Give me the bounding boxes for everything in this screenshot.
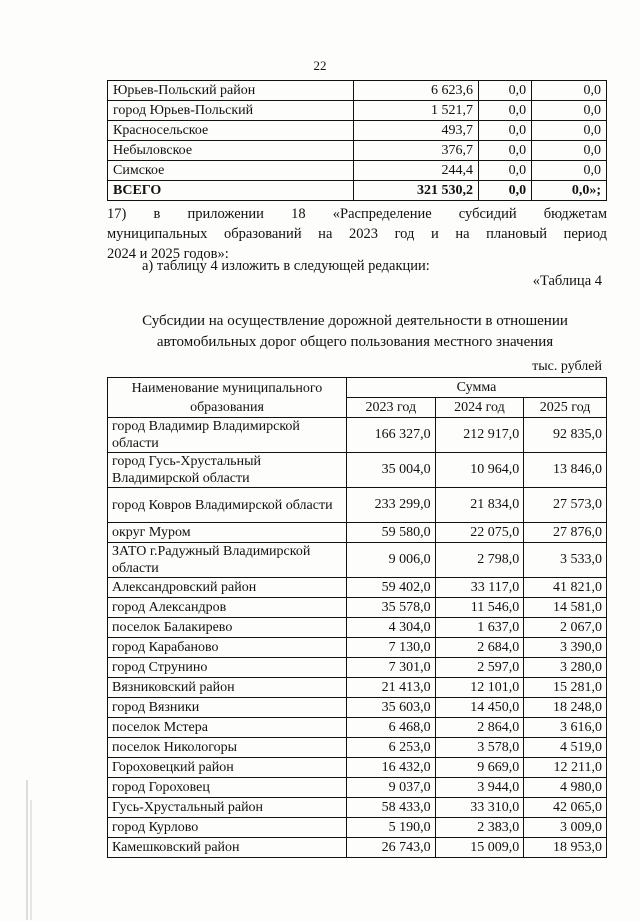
municipality-name: Гусь-Хрустальный район	[108, 798, 347, 818]
amount-2025: 18 248,0	[524, 698, 607, 718]
amount-2025: 15 281,0	[524, 678, 607, 698]
amount-2023: 166 327,0	[347, 418, 436, 453]
amount-2025: 3 390,0	[524, 638, 607, 658]
amount-cell: 6 623,6	[354, 81, 479, 101]
amount-2025: 4 519,0	[524, 738, 607, 758]
amount-2024: 33 117,0	[435, 578, 524, 598]
table-row	[108, 488, 607, 523]
amount-2024: 15 009,0	[435, 838, 524, 858]
amount-2023: 233 299,0	[347, 488, 436, 523]
municipality-name: город Гороховец	[108, 778, 347, 798]
table-row	[108, 738, 607, 758]
header-sum: Сумма	[347, 378, 607, 398]
table-row	[108, 698, 607, 718]
amount-2023: 35 603,0	[347, 698, 436, 718]
table-label: «Таблица 4	[532, 273, 602, 289]
amount-2023: 9 037,0	[347, 778, 436, 798]
municipality-name: город Карабаново	[108, 638, 347, 658]
municipality-name: поселок Балакирево	[108, 618, 347, 638]
amount-2024: 21 834,0	[435, 488, 524, 523]
amendment-text-line-2: муниципальных образований на 2023 год и на плановый период	[107, 226, 607, 242]
amount-2025: 3 616,0	[524, 718, 607, 738]
header-municipality: Наименование муниципального образования	[108, 378, 347, 418]
header-year-2024: 2024 год	[435, 398, 524, 418]
total-label: ВСЕГО	[108, 181, 354, 201]
table-row	[108, 523, 607, 543]
total-row	[108, 181, 607, 201]
table-row	[108, 453, 607, 488]
total-amount: 0,0»;	[532, 181, 607, 201]
scan-edge-mark	[30, 800, 32, 920]
amount-2023: 7 130,0	[347, 638, 436, 658]
amount-2023: 6 253,0	[347, 738, 436, 758]
table-row	[108, 798, 607, 818]
table-row	[108, 578, 607, 598]
amount-2024: 2 684,0	[435, 638, 524, 658]
amount-cell: 493,7	[354, 121, 479, 141]
table-row	[108, 598, 607, 618]
municipality-name: город Вязники	[108, 698, 347, 718]
amount-cell: 0,0	[532, 101, 607, 121]
amount-2024: 2 798,0	[435, 543, 524, 578]
table-row	[108, 618, 607, 638]
amount-2023: 21 413,0	[347, 678, 436, 698]
municipality-name: Юрьев-Польский район	[108, 81, 354, 101]
total-amount: 0,0	[478, 181, 531, 201]
amount-2025: 27 573,0	[524, 488, 607, 523]
amount-2023: 59 402,0	[347, 578, 436, 598]
amount-2023: 35 578,0	[347, 598, 436, 618]
amount-2023: 4 304,0	[347, 618, 436, 638]
amount-2024: 3 944,0	[435, 778, 524, 798]
municipality-name: округ Муром	[108, 523, 347, 543]
amount-cell: 0,0	[478, 81, 531, 101]
municipality-name: Александровский район	[108, 578, 347, 598]
table-row	[108, 678, 607, 698]
road-subsidy-table	[107, 377, 607, 858]
municipality-name: город Александров	[108, 598, 347, 618]
municipality-name: Небыловское	[108, 141, 354, 161]
amount-2024: 2 383,0	[435, 818, 524, 838]
municipality-name: город Ковров Владимирской области	[108, 488, 347, 523]
table-row	[108, 161, 607, 181]
amount-2023: 6 468,0	[347, 718, 436, 738]
table-row	[108, 141, 607, 161]
municipality-name: ЗАТО г.Радужный Владимирской области	[108, 543, 347, 578]
amount-2023: 5 190,0	[347, 818, 436, 838]
municipality-name: Вязниковский район	[108, 678, 347, 698]
table-caption-line-2: автомобильных дорог общего пользования местного значения	[156, 334, 554, 350]
amount-cell: 0,0	[532, 141, 607, 161]
table-row	[108, 838, 607, 858]
municipality-name: город Струнино	[108, 658, 347, 678]
municipality-name: город Юрьев-Польский	[108, 101, 354, 121]
municipality-name: Гороховецкий район	[108, 758, 347, 778]
amount-2023: 59 580,0	[347, 523, 436, 543]
table-row	[108, 418, 607, 453]
municipality-name: город Курлово	[108, 818, 347, 838]
municipality-name: Красносельское	[108, 121, 354, 141]
amount-2024: 212 917,0	[435, 418, 524, 453]
municipality-name: Симское	[108, 161, 354, 181]
amount-2025: 92 835,0	[524, 418, 607, 453]
table-row	[108, 818, 607, 838]
municipality-name: поселок Мстера	[108, 718, 347, 738]
amendment-item-a: а) таблицу 4 изложить в следующей редакции:	[142, 258, 430, 274]
table-row	[108, 778, 607, 798]
amount-2024: 11 546,0	[435, 598, 524, 618]
table-row	[108, 101, 607, 121]
amendment-text-line-3: 2024 и 2025 годов»:	[107, 246, 229, 262]
amount-2025: 14 581,0	[524, 598, 607, 618]
table-row	[108, 758, 607, 778]
amount-cell: 244,4	[354, 161, 479, 181]
amount-2025: 3 533,0	[524, 543, 607, 578]
page-number: 22	[313, 58, 327, 73]
amount-cell: 0,0	[478, 161, 531, 181]
amount-2024: 3 578,0	[435, 738, 524, 758]
amount-cell: 0,0	[532, 161, 607, 181]
amount-2024: 2 597,0	[435, 658, 524, 678]
table-row	[108, 718, 607, 738]
total-amount: 321 530,2	[354, 181, 479, 201]
amount-cell: 0,0	[478, 101, 531, 121]
table-row	[108, 81, 607, 101]
amount-2025: 41 821,0	[524, 578, 607, 598]
amount-2025: 12 211,0	[524, 758, 607, 778]
previous-subsidy-table	[107, 80, 607, 201]
table-row	[108, 638, 607, 658]
amount-2023: 58 433,0	[347, 798, 436, 818]
amount-cell: 376,7	[354, 141, 479, 161]
amount-2024: 12 101,0	[435, 678, 524, 698]
amount-2025: 27 876,0	[524, 523, 607, 543]
municipality-name: город Гусь-Хрустальный Владимирской области	[108, 453, 347, 488]
table-row	[108, 121, 607, 141]
amount-cell: 0,0	[532, 121, 607, 141]
amount-2025: 3 280,0	[524, 658, 607, 678]
table-row	[108, 543, 607, 578]
amendment-text-line-1: 17) в приложении 18 «Распределение субсидий бюджетам	[107, 206, 607, 222]
amount-2023: 7 301,0	[347, 658, 436, 678]
amount-2024: 10 964,0	[435, 453, 524, 488]
amount-2023: 35 004,0	[347, 453, 436, 488]
municipality-name: поселок Никологоры	[108, 738, 347, 758]
amount-2023: 9 006,0	[347, 543, 436, 578]
amount-2024: 1 637,0	[435, 618, 524, 638]
header-year-2025: 2025 год	[524, 398, 607, 418]
amount-2023: 26 743,0	[347, 838, 436, 858]
table-caption-line-1: Субсидии на осуществление дорожной деятельности в отношении	[142, 313, 568, 329]
amount-2025: 42 065,0	[524, 798, 607, 818]
amount-cell: 1 521,7	[354, 101, 479, 121]
amount-2025: 18 953,0	[524, 838, 607, 858]
amount-cell: 0,0	[478, 141, 531, 161]
amount-2025: 2 067,0	[524, 618, 607, 638]
amount-2024: 9 669,0	[435, 758, 524, 778]
municipality-name: Камешковский район	[108, 838, 347, 858]
amount-2025: 13 846,0	[524, 453, 607, 488]
amount-2024: 22 075,0	[435, 523, 524, 543]
amount-2025: 4 980,0	[524, 778, 607, 798]
amount-cell: 0,0	[478, 121, 531, 141]
amount-2024: 2 864,0	[435, 718, 524, 738]
amount-2023: 16 432,0	[347, 758, 436, 778]
amount-2024: 33 310,0	[435, 798, 524, 818]
amount-cell: 0,0	[532, 81, 607, 101]
table-row	[108, 658, 607, 678]
units-label: тыс. рублей	[532, 359, 602, 374]
municipality-name: город Владимир Владимирской области	[108, 418, 347, 453]
scan-edge-mark	[26, 780, 28, 920]
header-year-2023: 2023 год	[347, 398, 436, 418]
amount-2024: 14 450,0	[435, 698, 524, 718]
amount-2025: 3 009,0	[524, 818, 607, 838]
